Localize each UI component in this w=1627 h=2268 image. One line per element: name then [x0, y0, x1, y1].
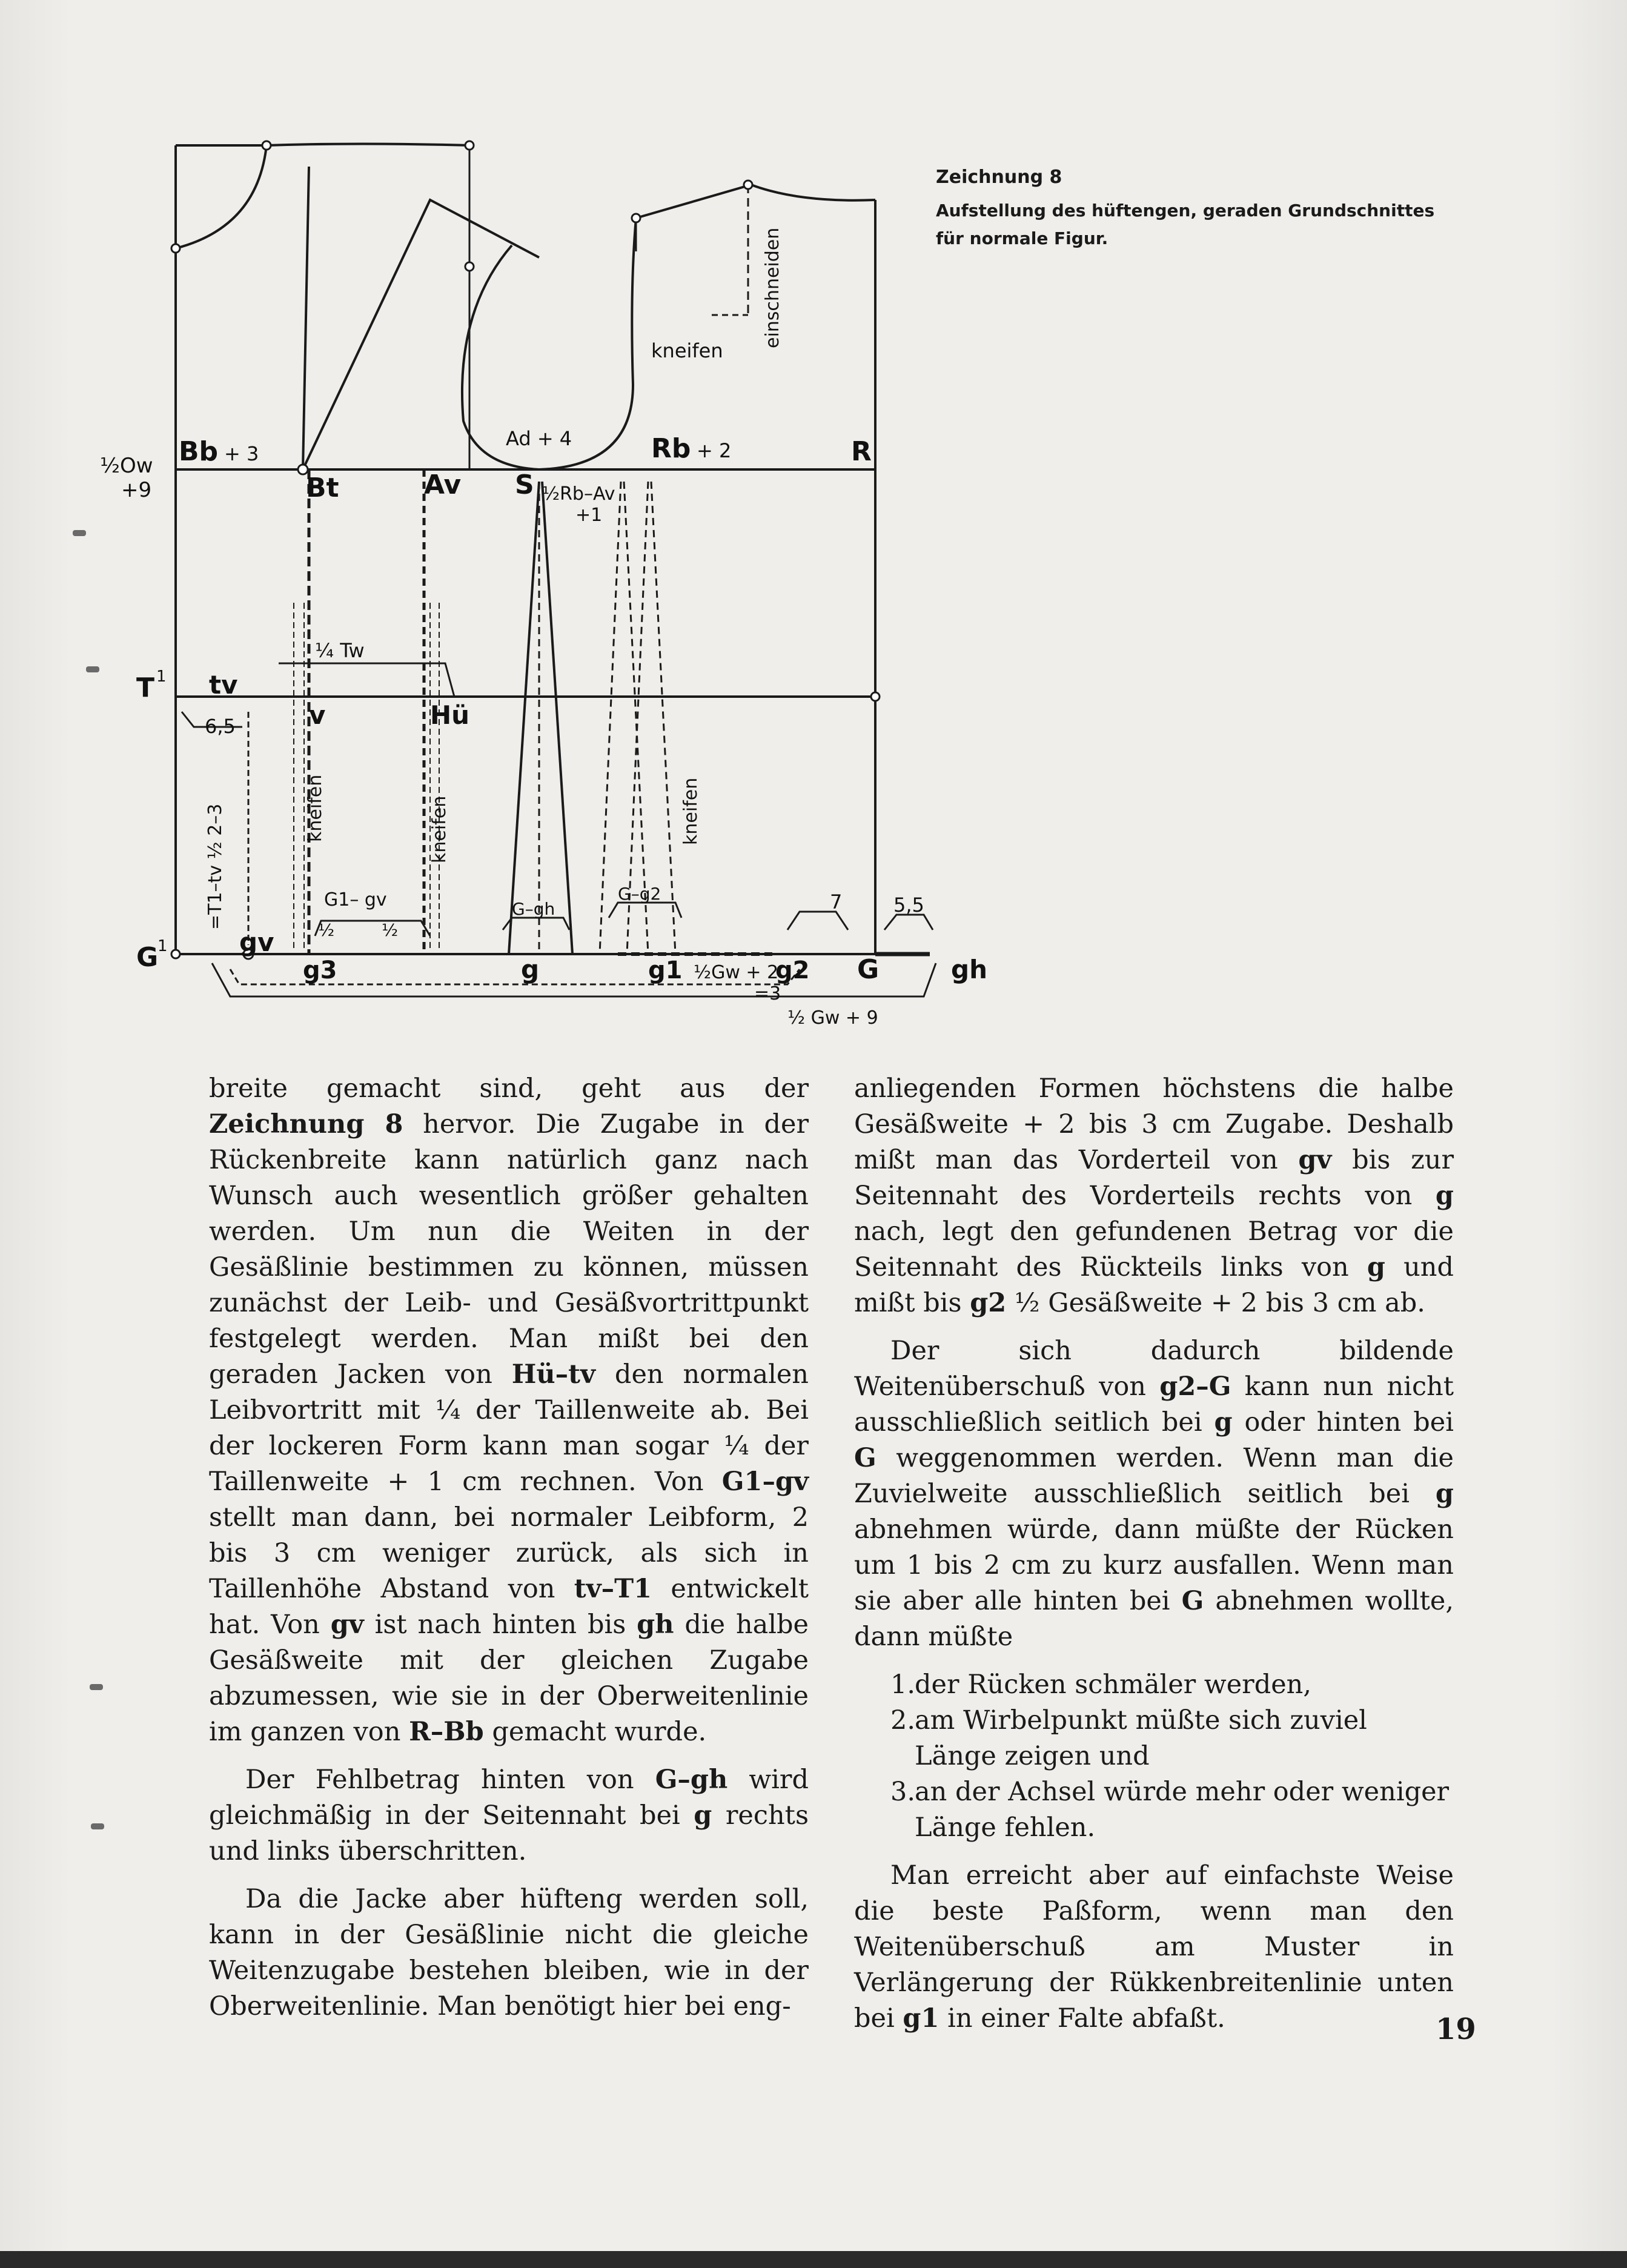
- label-half-gw-9: ½ Gw + 9: [787, 1007, 878, 1029]
- label-t1-tv-formula: =T1–tv ½ 2–3: [205, 803, 226, 930]
- label-g: g: [521, 955, 540, 984]
- label-einschneiden: einschneiden: [762, 227, 783, 348]
- front-top-curve: [267, 144, 469, 146]
- punch-mark: [90, 1684, 103, 1690]
- scan-edge: [0, 2251, 1627, 2268]
- label-bb-plus: + 3: [224, 442, 259, 465]
- side-seam-back: [542, 482, 572, 954]
- label-g3: g3: [303, 957, 337, 984]
- paragraph: Der Fehlbetrag hinten von G–gh wird gleichmäßig in der Seitennaht bei g rechts und links überschritten.: [209, 1765, 809, 1866]
- paragraph: breite gemacht sind, geht aus der Zeichnung 8 hervor. Die Zugabe in der Rückenbreite kann natürlich ganz nach Wunsch auch wesentlich größer gehalten werden. Um nun die Weiten in der Gesäßlinie bestimmen zu können, müssen zunächst der Leib- und Gesäßvortrittpunkt festgelegt werden. Man mißt bei den geraden Jacken von Hü–tv den normalen Leibvortritt mit ¼ der Taillenweite ab. Bei der lockeren Form kann man sogar ¼ der Taillenweite + 1 cm rechnen. Von G1–gv stellt man dann, bei normaler Leibform, 2 bis 3 cm weniger zurück, als sich in Taillenhöhe Abstand von tv–T1 entwickelt hat. Von gv ist nach hinten bis gh die halbe Gesäßweite mit der gleichen Zugabe abzumessen, wie sie in der Oberweitenlinie im ganzen von R–Bb gemacht wurde.: [209, 1073, 809, 1747]
- punch-mark: [91, 1823, 104, 1829]
- front-neck-curve: [176, 145, 267, 248]
- label-eq3: =3: [754, 983, 781, 1004]
- page-number: 19: [1436, 2012, 1476, 2046]
- list-item: 3. an der Achsel würde mehr oder weniger Länge fehlen.: [890, 1777, 1450, 1843]
- label-g1: G: [136, 942, 159, 973]
- figure-caption-text: Aufstellung des hüftengen, geraden Grundschnittes für normale Figur.: [936, 201, 1435, 248]
- label-seven: 7: [830, 890, 843, 913]
- back-shoulder: [636, 185, 875, 218]
- label-g-g2: G–g2: [618, 884, 661, 904]
- label-bt: Bt: [306, 472, 339, 503]
- punch-mark: [86, 666, 99, 672]
- figure-caption-title: Zeichnung 8: [936, 167, 1062, 188]
- label-g2: g2: [775, 957, 810, 984]
- side-seam-front: [509, 482, 539, 954]
- label-ad: Ad + 4: [506, 427, 572, 450]
- label-big-g: G: [857, 954, 880, 985]
- label-gv: gv: [239, 927, 274, 957]
- front-shoulder: [303, 200, 539, 469]
- text-column-right: [854, 1071, 1454, 2049]
- punch-mark: [73, 530, 86, 536]
- list-item: 2. am Wirbelpunkt müßte sich zuviel Länge zeigen und: [890, 1705, 1367, 1771]
- pattern-drawing: [100, 130, 1024, 1039]
- label-half-ow: ½Ow: [100, 454, 153, 478]
- label-half-b: ½: [382, 920, 399, 940]
- label-kneifen-top: kneifen: [651, 339, 723, 362]
- label-kneifen-2: kneifen: [429, 795, 450, 863]
- label-r: R: [851, 436, 872, 467]
- label-s: S: [515, 469, 534, 500]
- label-g1-small: g1: [648, 957, 683, 984]
- paragraph: Der sich dadurch bildende Weitenüberschuß von g2–G kann nun nicht ausschließlich seitlich bei g oder hinten bei G weggenommen werden. Wenn man die Zuvielweite ausschließlich seitlich bei g abnehmen würde, dann müßte der Rücken um 1 bis 2 cm zu kurz ausfallen. Wenn man sie aber alle hinten bei G abnehmen wollte, dann müßte: [854, 1336, 1454, 1652]
- label-bb: Bb: [179, 436, 219, 467]
- label-t-sup: 1: [156, 668, 167, 686]
- label-half-ow-plus: +9: [121, 478, 152, 502]
- label-half-rb-av: ½Rb–Av: [542, 483, 615, 505]
- label-t: T: [136, 672, 155, 703]
- label-g-gh: G–gh: [512, 899, 555, 919]
- label-six-five: 6,5: [205, 715, 236, 738]
- label-g1-gv: G1– gv: [324, 889, 387, 910]
- label-av: Av: [424, 469, 462, 500]
- text-column-left: [209, 1071, 809, 2037]
- front-dart-left: [303, 167, 309, 469]
- paragraph: Man erreicht aber auf einfachste Weise die beste Paßform, wenn man den Weitenüberschuß am Muster in Verlängerung der Rükkenbreitenlinie unten bei g1 in einer Falte abfaßt.: [854, 1860, 1454, 2034]
- label-plus-one: +1: [575, 505, 603, 526]
- label-half-gw: ½Gw + 2: [694, 962, 779, 983]
- label-quarter-tw: ¼ Tw: [315, 639, 365, 662]
- paragraph: Da die Jacke aber hüfteng werden soll, kann in der Gesäßlinie nicht die gleiche Weitenzugabe bestehen bleiben, wie in der Oberweitenlinie. Man benötigt hier bei eng-: [209, 1884, 809, 2021]
- label-half-a: ½: [318, 920, 335, 940]
- label-gh: gh: [951, 955, 987, 984]
- paragraph: anliegenden Formen höchstens die halbe Gesäßweite + 2 bis 3 cm Zugabe. Deshalb mißt man das Vorderteil von gv bis zur Seitennaht des Vorderteils rechts von g nach, legt den gefundenen Betrag vor die Seitennaht des Rückteils links von g und mißt bis g2 ½ Gesäßweite + 2 bis 3 cm ab.: [854, 1073, 1454, 1318]
- label-v: v: [309, 700, 326, 730]
- label-kneifen-1: kneifen: [305, 774, 326, 842]
- label-rb: Rb: [651, 433, 691, 464]
- label-hue: Hü: [430, 700, 470, 730]
- label-g1-sup: 1: [157, 937, 168, 955]
- label-tv: tv: [209, 670, 238, 700]
- numbered-list: [854, 1667, 1454, 1846]
- label-five-five: 5,5: [893, 894, 924, 917]
- label-kneifen-3: kneifen: [680, 777, 701, 845]
- list-item: 1. der Rücken schmäler werden,: [890, 1669, 1312, 1700]
- label-rb-plus: + 2: [697, 439, 732, 462]
